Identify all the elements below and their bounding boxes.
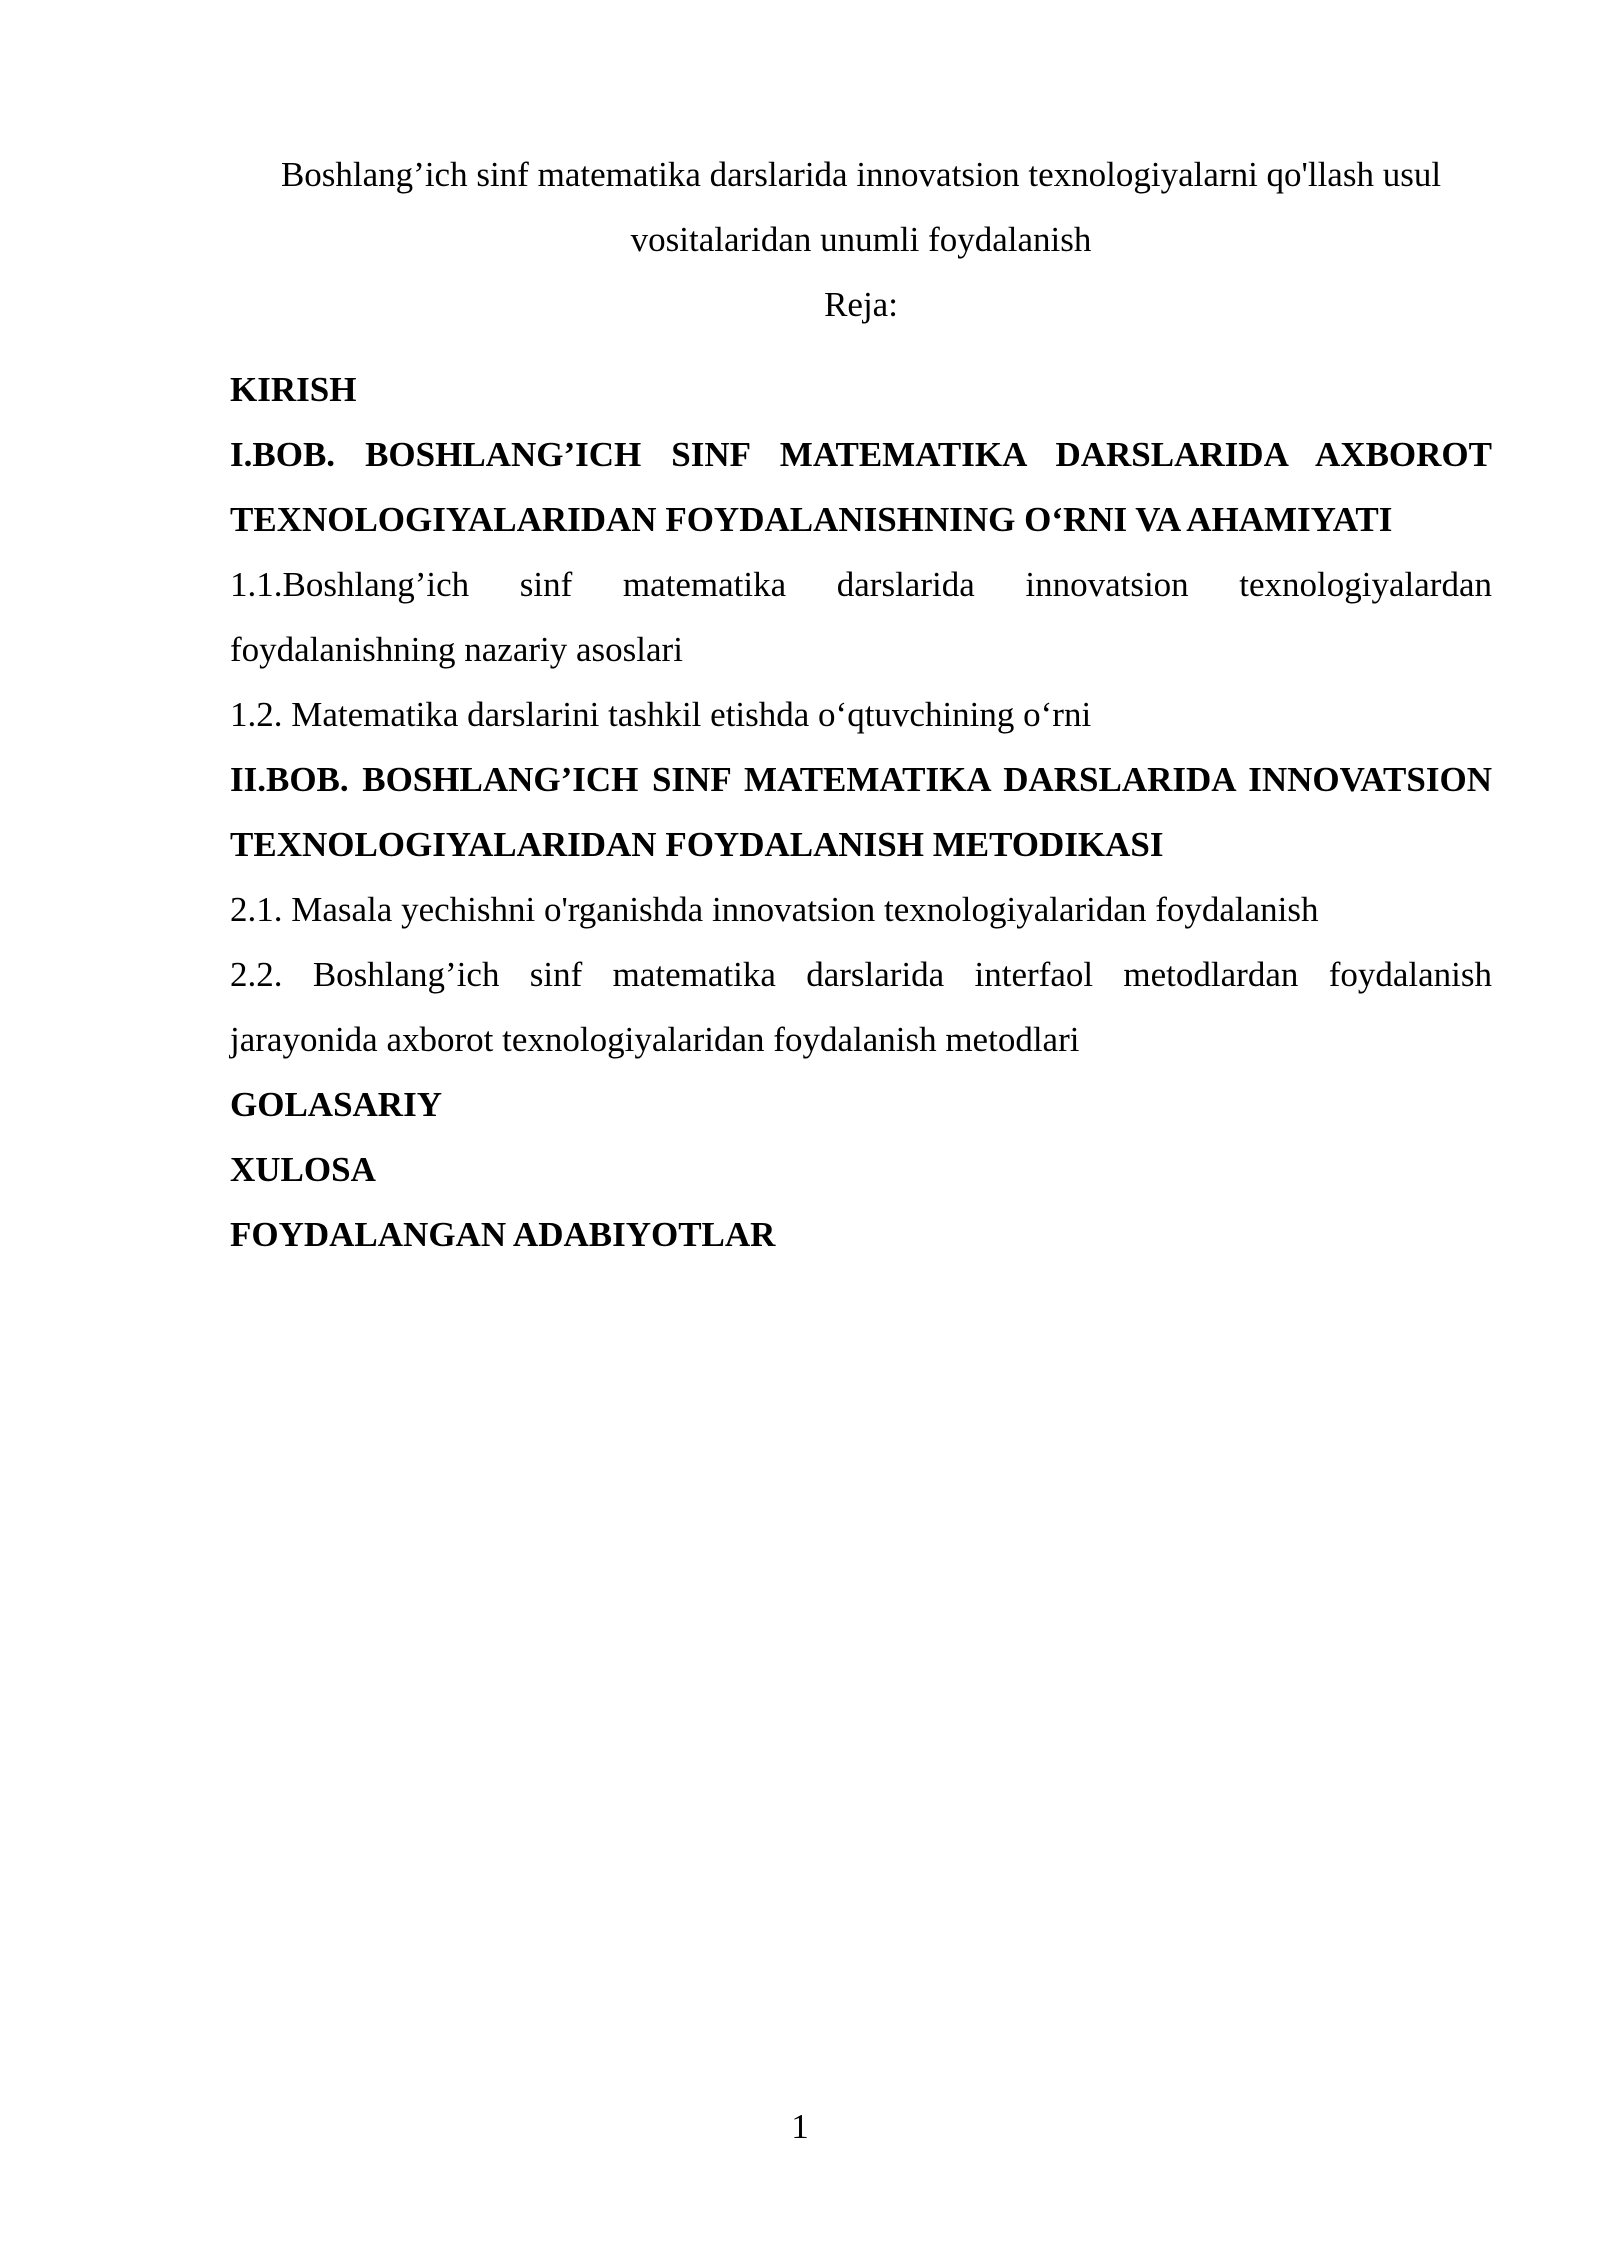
toc-item-section-2-1: 2.1. Masala yechishni o'rganishda innovatsion texnologiyalaridan foydalanish	[230, 890, 1319, 929]
page-number: 1	[791, 2107, 809, 2146]
table-of-contents	[230, 357, 1492, 1267]
toc-item-conclusion: XULOSA	[230, 1150, 376, 1189]
toc-item-chapter-2: II.BOB. BOSHLANG’ICH SINF MATEMATIKA DARSLARIDA INNOVATSION TEXNOLOGIYALARIDAN FOYDALANISH METODIKASI	[230, 760, 1492, 864]
toc-item-references: FOYDALANGAN ADABIYOTLAR	[230, 1215, 776, 1254]
toc-item-introduction: KIRISH	[230, 370, 357, 409]
toc-item-section-1-2: 1.2. Matematika darslarini tashkil etishda o‘qtuvchining o‘rni	[230, 695, 1092, 734]
toc-item-glossary: GOLASARIY	[230, 1085, 442, 1124]
document-title: Boshlang’ich sinf matematika darslarida innovatsion texnologiyalarni qo'llash usul vositalaridan unumli foydalanish	[280, 155, 1442, 259]
plan-label: Reja:	[824, 285, 898, 324]
toc-item-chapter-1: I.BOB. BOSHLANG’ICH SINF MATEMATIKA DARSLARIDA AXBOROT TEXNOLOGIYALARIDAN FOYDALANISHNING O‘RNI VA AHAMIYATI	[230, 435, 1492, 539]
document-page	[230, 142, 1492, 1267]
toc-item-section-1-1: 1.1.Boshlang’ich sinf matematika darslarida innovatsion texnologiyalardan foydalanishning nazariy asoslari	[230, 565, 1492, 669]
toc-item-section-2-2: 2.2. Boshlang’ich sinf matematika darslarida interfaol metodlardan foydalanish jarayonida axborot texnologiyalaridan foydalanish metodlari	[230, 955, 1492, 1059]
